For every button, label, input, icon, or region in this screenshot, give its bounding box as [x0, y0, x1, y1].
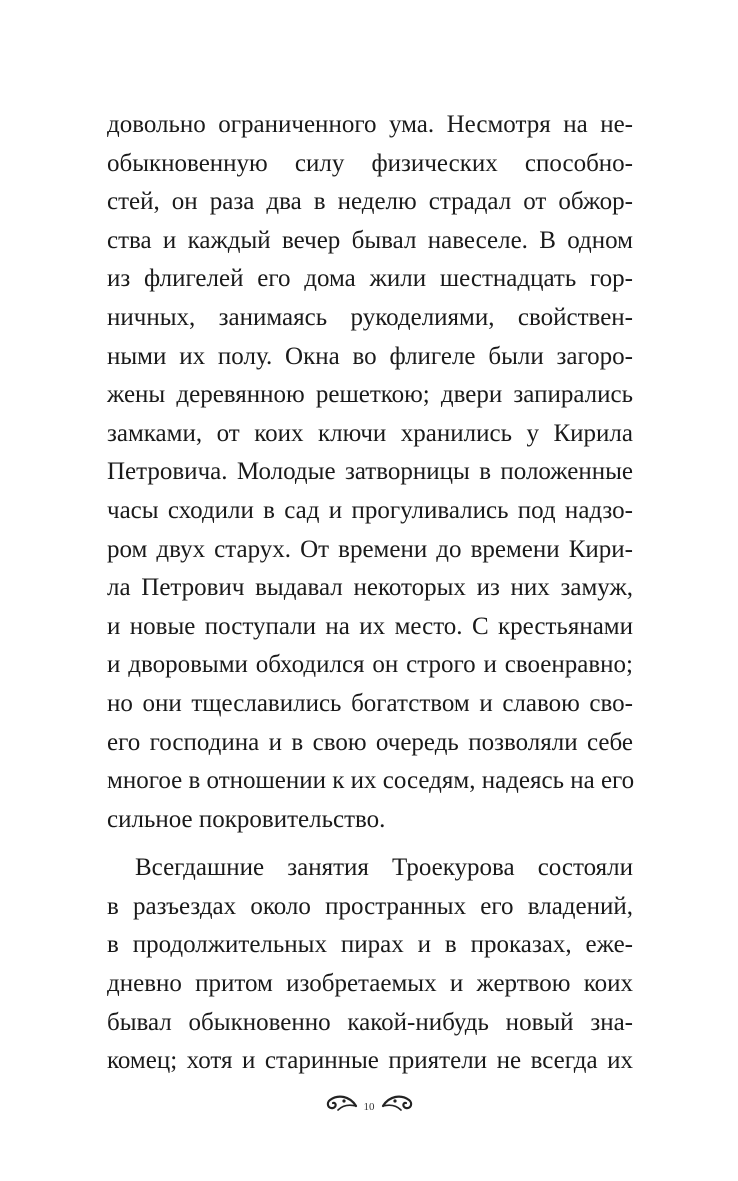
text-line: ром двух старух. От времени до времени Кири-	[107, 535, 633, 563]
page-number: 10	[363, 1101, 375, 1113]
text-line: в разъездах около пространных его владений,	[107, 892, 633, 920]
text-line: его господина и в свою очередь позволяли себе	[107, 728, 633, 756]
text-line: жены деревянною решеткою; двери запирались	[107, 381, 633, 409]
text-line: часы сходили в сад и прогуливались под надзо-	[107, 496, 633, 524]
floral-ornament-left-icon	[324, 1092, 358, 1119]
text-line: замками, от коих ключи хранились у Кирила	[107, 419, 633, 447]
text-line: комец; хотя и старинные приятели не всегда их	[107, 1047, 633, 1075]
paragraph-gap	[107, 839, 633, 849]
text-line: ства и каждый вечер бывал навеселе. В одном	[107, 226, 633, 254]
text-line: сильное покровительство.	[107, 805, 386, 833]
text-line: Всегдашние занятия Троекурова состояли	[135, 854, 633, 882]
text-line: из флигелей его дома жили шестнадцать гор-	[107, 265, 633, 293]
text-line: ла Петрович выдавал некоторых из них замуж,	[107, 574, 633, 602]
page-footer	[0, 1090, 738, 1120]
text-line: дневно притом изобретаемых и жертвою коих	[107, 970, 633, 998]
text-line: ничных, занимаясь рукоделиями, свойствен-	[107, 303, 633, 331]
text-line: бывал обыкновенно какой-нибудь новый зна-	[107, 1008, 633, 1036]
body-text	[107, 106, 633, 1081]
paragraph-1	[107, 106, 633, 839]
text-line: и новые поступали на их место. С крестьянами	[107, 612, 633, 640]
paragraph-2	[107, 849, 633, 1081]
text-line: обыкновенную силу физических способно-	[107, 149, 633, 177]
floral-ornament-right-icon	[381, 1092, 415, 1119]
text-line: Петровича. Молодые затворницы в положенные	[107, 458, 633, 486]
text-line: но они тщеславились богатством и славою сво-	[107, 689, 633, 717]
text-line: в продолжительных пирах и в проказах, еже-	[107, 931, 633, 959]
text-line: стей, он раза два в неделю страдал от обжор-	[107, 188, 633, 216]
text-line: многое в отношении к их соседям, надеясь на его	[107, 767, 635, 795]
text-line: довольно ограниченного ума. Несмотря на не-	[107, 111, 633, 138]
text-line: ными их полу. Окна во флигеле были загоро-	[107, 342, 633, 370]
text-line: и дворовыми обходился он строго и своенравно;	[107, 651, 633, 679]
